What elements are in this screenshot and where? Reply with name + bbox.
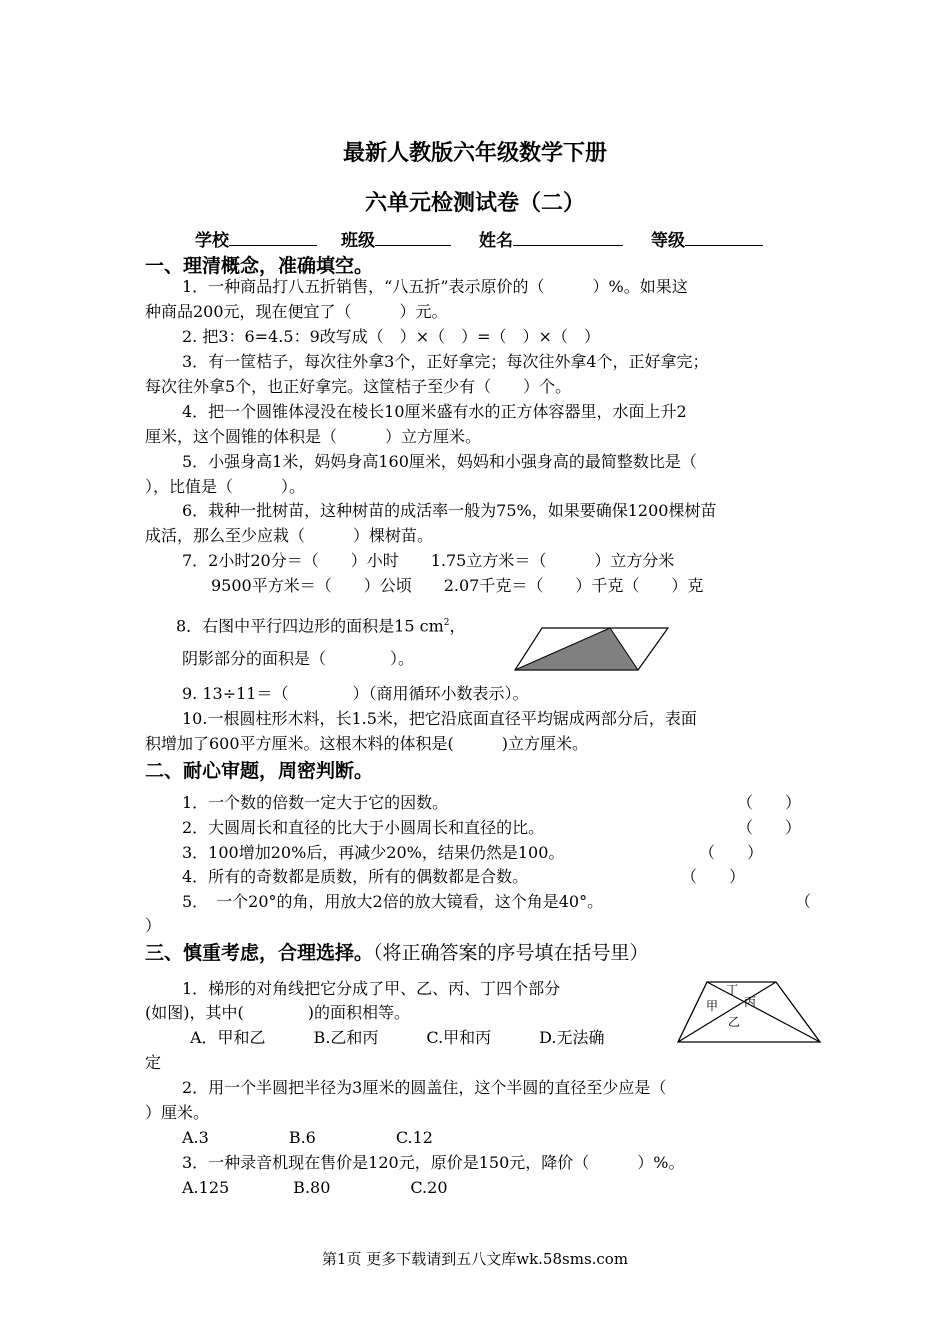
s1-q2: 2. 把3：6=4.5：9改写成（ ）×（ ）=（ ）×（ ） [182,327,600,346]
class-field [341,226,451,251]
grade-label: 等级 [651,231,685,251]
school-blank [229,228,317,246]
s3-q1-options: A．甲和乙 B.乙和丙 C.甲和丙 D.无法确 [190,1028,605,1047]
s2-q4-paren: （ ） [681,867,746,886]
s3-q3-line1: 3．一种录音机现在售价是120元，原价是150元，降价（ ）%。 [182,1153,685,1172]
parallelogram-figure [512,624,670,674]
s3-q3-options: A.125 B.80 C.20 [182,1178,448,1197]
s2-q1: 1．一个数的倍数一定大于它的因数。 [182,793,449,812]
s1-q6-line2: 成活，那么至少应栽（ ）棵树苗。 [145,526,434,545]
grade-field [651,226,763,251]
s1-q5-line2: ），比值是（ ）。 [145,477,306,496]
grade-blank [685,228,763,246]
s3-q2-line2: ）厘米。 [145,1103,210,1122]
section1-heading: 一、理清概念，准确填空。 [145,255,374,277]
s1-q1-line2: 种商品200元，现在便宜了（ ）元。 [145,302,448,321]
s2-q3: 3．100增加20%后，再减少20%，结果仍然是100。 [182,843,565,862]
s2-q2-paren: （ ） [737,818,802,837]
s1-q4-line2: 厘米，这个圆锥的体积是（ ）立方厘米。 [145,427,482,446]
s1-q8-line2: 阴影部分的面积是（ ）。 [182,649,415,668]
section2-heading: 二、耐心审题，周密判断。 [145,760,374,782]
s3-q2-options: A.3 B.6 C.12 [182,1128,433,1147]
s2-q3-paren: （ ） [699,843,764,862]
s3-q1-line4: 定 [145,1053,162,1072]
name-field [479,226,623,251]
name-label: 姓名 [479,231,513,251]
s1-q8-tail: ， [449,616,466,636]
section3-title: 三、慎重考虑，合理选择。 [145,942,374,964]
section3-note: （将正确答案的序号填在括号里） [373,942,649,964]
class-blank [375,228,451,246]
s1-q9: 9. 13÷11＝（ ）（商用循环小数表示）。 [182,684,529,703]
s1-q10-line1: 10.一根圆柱形木料，长1.5米，把它沿底面直径平均锯成两部分后，表面 [182,709,697,728]
s1-q5-line1: 5．小强身高1米，妈妈身高160厘米，妈妈和小强身高的最简整数比是（ [182,452,697,471]
s3-q2-line1: 2．用一个半圆把半径为3厘米的圆盖住，这个半圆的直径至少应是（ [182,1078,667,1097]
label-ding: 丁 [726,983,739,997]
s2-q5-close: ） [145,916,162,935]
s2-q1-paren: （ ） [737,793,802,812]
s2-q5-paren: （ [795,892,812,911]
s1-q1-line1: 1．一种商品打八五折销售，“八五折”表示原价的（ ）%。如果这 [182,277,688,296]
s1-q6-line1: 6．栽种一批树苗，这种树苗的成活率一般为75%，如果要确保1200棵树苗 [182,501,717,520]
trapezoid-outline [678,982,820,1042]
label-jia: 甲 [706,999,719,1013]
s1-q8-line1 [176,611,466,638]
s1-q3-line2: 每次往外拿5个，也正好拿完。这筐桔子至少有（ ）个。 [145,377,572,396]
page-subtitle: 六单元检测试卷（二） [364,190,585,216]
s3-q1-line1: 1．梯形的对角线把它分成了甲、乙、丙、丁四个部分 [182,979,561,998]
school-field [195,226,317,251]
s1-q8-superscript: 2 [443,618,450,628]
s1-q10-line2: 积增加了600平方厘米。这根木料的体积是( )立方厘米。 [145,734,589,753]
section3-heading [145,938,649,965]
diagonal-1 [707,982,820,1042]
shaded-triangle [515,628,638,670]
s1-q3-line1: 3．有一筐桔子，每次往外拿3个，正好拿完；每次往外拿4个，正好拿完； [182,352,709,371]
s2-q4: 4．所有的奇数都是质数，所有的偶数都是合数。 [182,867,529,886]
s2-q5: 5． 一个20°的角，用放大2倍的放大镜看，这个角是40°。 [182,892,604,911]
label-yi: 乙 [728,1015,741,1029]
name-blank [513,228,623,246]
s1-q8-text: 8．右图中平行四边形的面积是15 cm [176,616,444,636]
label-bing: 丙 [744,995,757,1009]
s1-q7-line1: 7．2小时20分＝（ ）小时 1.75立方米＝（ ）立方分米 [182,551,675,570]
page-title: 最新人教版六年级数学下册 [342,140,607,166]
s2-q2: 2．大圆周长和直径的比大于小圆周长和直径的比。 [182,818,545,837]
s1-q4-line1: 4．把一个圆锥体浸没在棱长10厘米盛有水的正方体容器里，水面上升2 [182,402,687,421]
school-label: 学校 [195,231,229,251]
s3-q1-line2: (如图)，其中( )的面积相等。 [145,1003,410,1022]
page-footer: 第1页 更多下载请到五八文库wk.58sms.com [321,1250,629,1268]
s1-q7-line2: 9500平方米＝（ ）公顷 2.07千克＝（ ）千克（ ）克 [211,576,704,595]
trapezoid-figure [676,980,824,1046]
class-label: 班级 [341,231,375,251]
